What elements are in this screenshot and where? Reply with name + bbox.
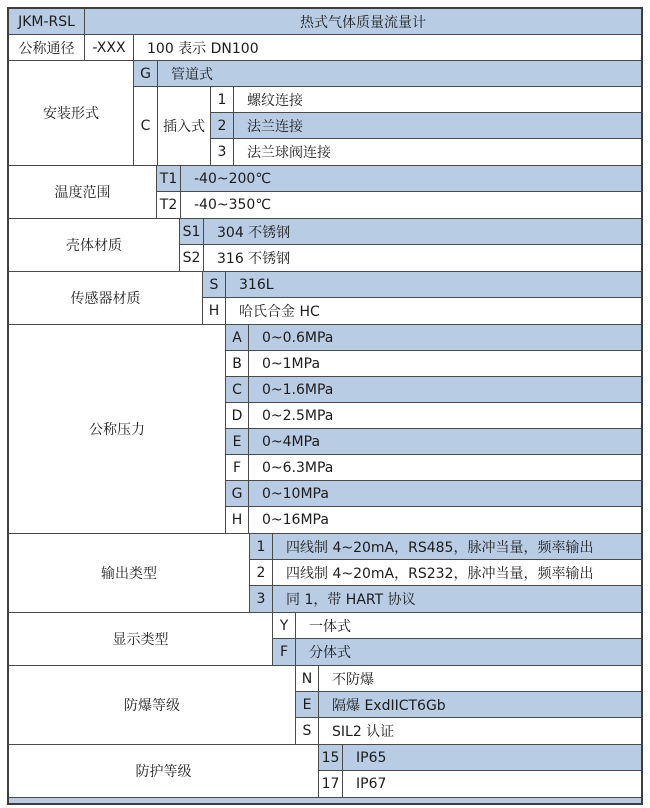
option-code: S (296, 718, 319, 744)
option-row (250, 586, 641, 612)
option-desc: 法兰连接 (247, 118, 303, 135)
option-desc: 四线制 4~20mA，RS232，脉冲当量，频率输出 (286, 565, 594, 582)
option-desc: 304 不锈钢 (217, 224, 291, 241)
option-desc: 四线制 4~20mA，RS485，脉冲当量，频率输出 (286, 539, 594, 556)
option-row (296, 692, 641, 718)
option-row (157, 192, 641, 218)
option-code: N (296, 666, 319, 691)
option-row (226, 351, 641, 377)
insertion-code-cell: C (134, 87, 158, 165)
insertion-name-cell: 插入式 (158, 87, 211, 165)
temperature-label: 温度范围 (9, 166, 157, 218)
explosion-label: 防爆等级 (9, 666, 296, 744)
option-row (157, 166, 641, 192)
output-label: 输出类型 (9, 534, 250, 612)
display-label: 显示类型 (9, 613, 273, 665)
option-row (203, 272, 641, 298)
option-code: 3 (211, 139, 234, 165)
section-mounting (9, 61, 641, 166)
option-row (273, 639, 641, 665)
option-code: 15 (319, 745, 343, 770)
option-desc: 螺纹连接 (247, 92, 303, 109)
option-row (250, 560, 641, 586)
option-desc: -40~350℃ (194, 197, 272, 213)
option-desc: 0~0.6MPa (262, 329, 334, 346)
option-code: G (226, 481, 249, 506)
option-desc: 分体式 (309, 645, 351, 661)
option-row (226, 481, 641, 507)
option-desc: 同 1，带 HART 协议 (286, 592, 416, 608)
option-row (180, 245, 641, 271)
insertion-block (134, 87, 641, 165)
option-desc: 一体式 (309, 618, 351, 635)
option-row (319, 745, 641, 771)
option-row (226, 455, 641, 481)
model-code-cell: JKM-RSL (9, 9, 85, 34)
option-row (273, 613, 641, 639)
option-code: 2 (250, 560, 273, 585)
option-desc: 管道式 (171, 66, 213, 83)
option-desc: -40~200℃ (194, 170, 272, 187)
option-row (226, 507, 641, 533)
option-desc: SIL2 认证 (332, 724, 395, 740)
option-row (296, 718, 641, 744)
option-code: H (203, 298, 226, 324)
option-row-flange (211, 113, 641, 139)
option-code: S1 (180, 219, 204, 244)
option-row (250, 534, 641, 560)
option-row (180, 219, 641, 245)
option-code: S (203, 272, 226, 297)
option-code: Y (273, 613, 296, 638)
bottom-strip (9, 798, 641, 803)
section-diameter (9, 35, 641, 61)
pressure-label: 公称压力 (9, 325, 226, 533)
option-row (226, 403, 641, 429)
section-housing (9, 219, 641, 272)
section-output (9, 534, 641, 613)
option-code: F (273, 639, 296, 665)
option-row (319, 771, 641, 797)
option-row (226, 429, 641, 455)
option-row (296, 666, 641, 692)
sensor-label: 传感器材质 (9, 272, 203, 324)
housing-label: 壳体材质 (9, 219, 180, 271)
option-code: 1 (211, 87, 234, 112)
option-desc: 不防爆 (332, 671, 374, 688)
option-code: E (226, 429, 249, 454)
option-desc: 0~1.6MPa (262, 381, 334, 398)
product-name-cell: 热式气体质量流量计 (300, 14, 426, 31)
option-desc: 哈氏合金 HC (239, 304, 320, 320)
option-desc: IP65 (356, 749, 387, 766)
option-code: G (134, 61, 158, 86)
option-code: 3 (250, 586, 273, 612)
section-display (9, 613, 641, 666)
option-code: H (226, 507, 249, 533)
option-desc: 隔爆 ExdIICT6Gb (332, 697, 446, 714)
section-explosion (9, 666, 641, 745)
option-desc: 316 不锈钢 (217, 251, 291, 267)
option-desc: IP67 (356, 776, 387, 792)
option-desc: 0~6.3MPa (262, 459, 334, 476)
option-code: S2 (180, 245, 204, 271)
option-code: 17 (319, 771, 343, 797)
diameter-label: 公称通径 (9, 35, 85, 60)
section-pressure (9, 325, 641, 534)
option-code: D (226, 403, 249, 428)
section-sensor (9, 272, 641, 325)
option-row (226, 377, 641, 403)
option-code: F (226, 455, 249, 480)
option-desc: 0~1MPa (262, 355, 321, 372)
option-row (226, 325, 641, 351)
model-selection-table (7, 7, 643, 805)
option-desc: 316L (239, 276, 274, 293)
option-code: A (226, 325, 249, 350)
option-code: B (226, 351, 249, 376)
diameter-code-cell: -XXX (85, 35, 134, 60)
option-code: 1 (250, 534, 273, 559)
option-desc: 0~4MPa (262, 433, 321, 450)
protection-label: 防护等级 (9, 745, 319, 797)
mounting-label: 安装形式 (9, 61, 134, 165)
option-code: C (226, 377, 249, 402)
option-code: 2 (211, 113, 234, 138)
option-code: E (296, 692, 319, 717)
option-desc: 0~10MPa (262, 485, 329, 502)
option-row-thread (211, 87, 641, 113)
header-row (9, 9, 641, 35)
option-row-pipeline (134, 61, 641, 87)
option-row-flange-ball-valve (211, 139, 641, 165)
option-desc: 0~2.5MPa (262, 407, 334, 424)
option-code: T1 (157, 166, 181, 191)
section-protection (9, 745, 641, 798)
diameter-desc-cell: 100 表示 DN100 (147, 40, 259, 57)
option-code: T2 (157, 192, 181, 218)
option-desc: 0~16MPa (262, 512, 329, 528)
option-desc: 法兰球阀连接 (247, 145, 331, 161)
option-row (203, 298, 641, 324)
section-temperature (9, 166, 641, 219)
